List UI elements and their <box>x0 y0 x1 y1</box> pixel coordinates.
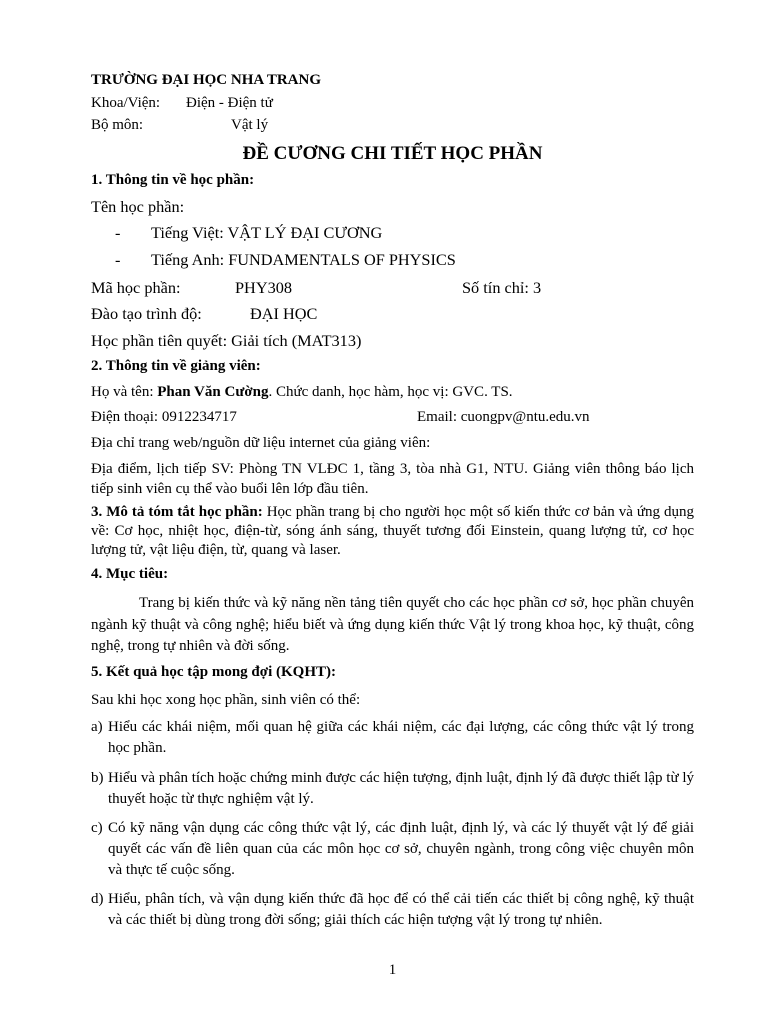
lecturer-name-prefix: Họ và tên: <box>91 384 158 400</box>
page-number: 1 <box>388 962 397 978</box>
university-name: TRƯỜNG ĐẠI HỌC NHA TRANG <box>91 72 322 88</box>
section4-heading: 4. Mục tiêu: <box>91 566 169 582</box>
section3-heading: 3. Mô tả tóm tắt học phần: <box>91 504 263 520</box>
document-title: ĐỀ CƯƠNG CHI TIẾT HỌC PHẦN <box>242 143 543 164</box>
section1-heading: 1. Thông tin về học phần: <box>91 172 255 188</box>
office-hours: Địa điểm, lịch tiếp SV: Phòng TN VLĐC 1, tầng 3, tòa nhà G1, NTU. Giảng viên thông báo lịch tiếp sinh viên cụ thể vào buổi lên lớp đầu tiên. <box>91 461 694 497</box>
training-level-line <box>91 304 318 324</box>
faculty-label: Khoa/Viện: <box>91 95 161 111</box>
training-level-label: Đào tạo trình độ: <box>91 304 202 323</box>
english-name-line <box>91 250 456 270</box>
credits: Số tín chỉ: 3 <box>462 278 542 297</box>
list-item <box>91 768 694 810</box>
lecturer-name-line <box>91 384 513 401</box>
list-item-text: Hiểu các khái niệm, mối quan hệ giữa các khái niệm, các đại lượng, các công thức vật lý trong học phần. <box>108 719 694 756</box>
vietnamese-name: Tiếng Việt: VẬT LÝ ĐẠI CƯƠNG <box>151 223 383 242</box>
faculty-value: Điện - Điện tử <box>186 95 273 111</box>
faculty-line <box>91 95 273 112</box>
department-value: Vật lý <box>231 117 269 133</box>
list-item <box>91 818 694 881</box>
list-item <box>91 889 694 931</box>
lecturer-title: . Chức danh, học hàm, học vị: GVC. TS. <box>268 384 513 400</box>
section4-text: Trang bị kiến thức và kỹ năng nền tảng tiên quyết cho các học phần cơ sở, học phần chuyên ngành kỹ thuật và công nghệ; hiểu biết và ứng dụng kiến thức Vật lý trong khoa học, kỹ thuật, công nghệ, trong tự nhiên và đời sống. <box>91 595 694 654</box>
section5-intro: Sau khi học xong học phần, sinh viên có thể: <box>91 692 361 708</box>
english-name: Tiếng Anh: FUNDAMENTALS OF PHYSICS <box>151 250 456 269</box>
dash-bullet: - <box>115 250 121 269</box>
section3-text: Học phần trang bị cho người học một số kiến thức cơ bản và ứng dụng về: Cơ học, nhiệt học, điện-từ, sóng ánh sáng, thuyết tương đối Einstein, quang lượng tử, cơ học lượng tử, vật liệu điện, từ, quang và laser. <box>91 504 694 558</box>
dash-bullet: - <box>115 223 121 242</box>
lecturer-name: Phan Văn Cường <box>157 384 269 400</box>
contact-line <box>91 409 590 426</box>
section3-paragraph <box>91 503 694 560</box>
course-code-label: Mã học phần: <box>91 278 181 297</box>
section5-heading: 5. Kết quả học tập mong đợi (KQHT): <box>91 664 336 680</box>
email: Email: cuongpv@ntu.edu.vn <box>417 409 590 425</box>
department-label: Bộ môn: <box>91 117 144 133</box>
list-marker: b) <box>91 770 104 786</box>
vietnamese-name-line <box>91 223 382 243</box>
list-marker: a) <box>91 719 103 735</box>
list-item-text: Hiểu và phân tích hoặc chứng minh được các hiện tượng, định luật, định lý đã được thiết lập từ lý thuyết hoặc từ thực nghiệm vật lý. <box>108 770 694 807</box>
list-item-text: Hiểu, phân tích, và vận dụng kiến thức đã học để có thể cải tiến các thiết bị công nghệ, kỹ thuật và các thiết bị dùng trong đời sống; giải thích các hiện tượng vật lý trong tự nhiên. <box>108 891 694 928</box>
prerequisite: Học phần tiên quyết: Giải tích (MAT313) <box>91 331 362 350</box>
training-level-value: ĐẠI HỌC <box>250 304 318 323</box>
course-name-label: Tên học phần: <box>91 197 185 216</box>
section2-heading: 2. Thông tin về giảng viên: <box>91 358 261 374</box>
list-item <box>91 717 694 759</box>
web-address: Địa chỉ trang web/nguồn dữ liệu internet của giảng viên: <box>91 435 431 451</box>
course-code-value: PHY308 <box>235 278 292 297</box>
list-marker: d) <box>91 891 104 907</box>
department-line <box>91 117 269 134</box>
phone: Điện thoại: 0912234717 <box>91 409 237 425</box>
list-marker: c) <box>91 820 103 836</box>
course-code-line <box>91 278 542 298</box>
list-item-text: Có kỹ năng vận dụng các công thức vật lý, các định luật, định lý, và các lý thuyết vật lý để giải quyết các vấn đề liên quan của các môn học cơ sở, chuyên ngành, trong công việc chuyên môn và thực tế cuộc sống. <box>108 820 694 878</box>
